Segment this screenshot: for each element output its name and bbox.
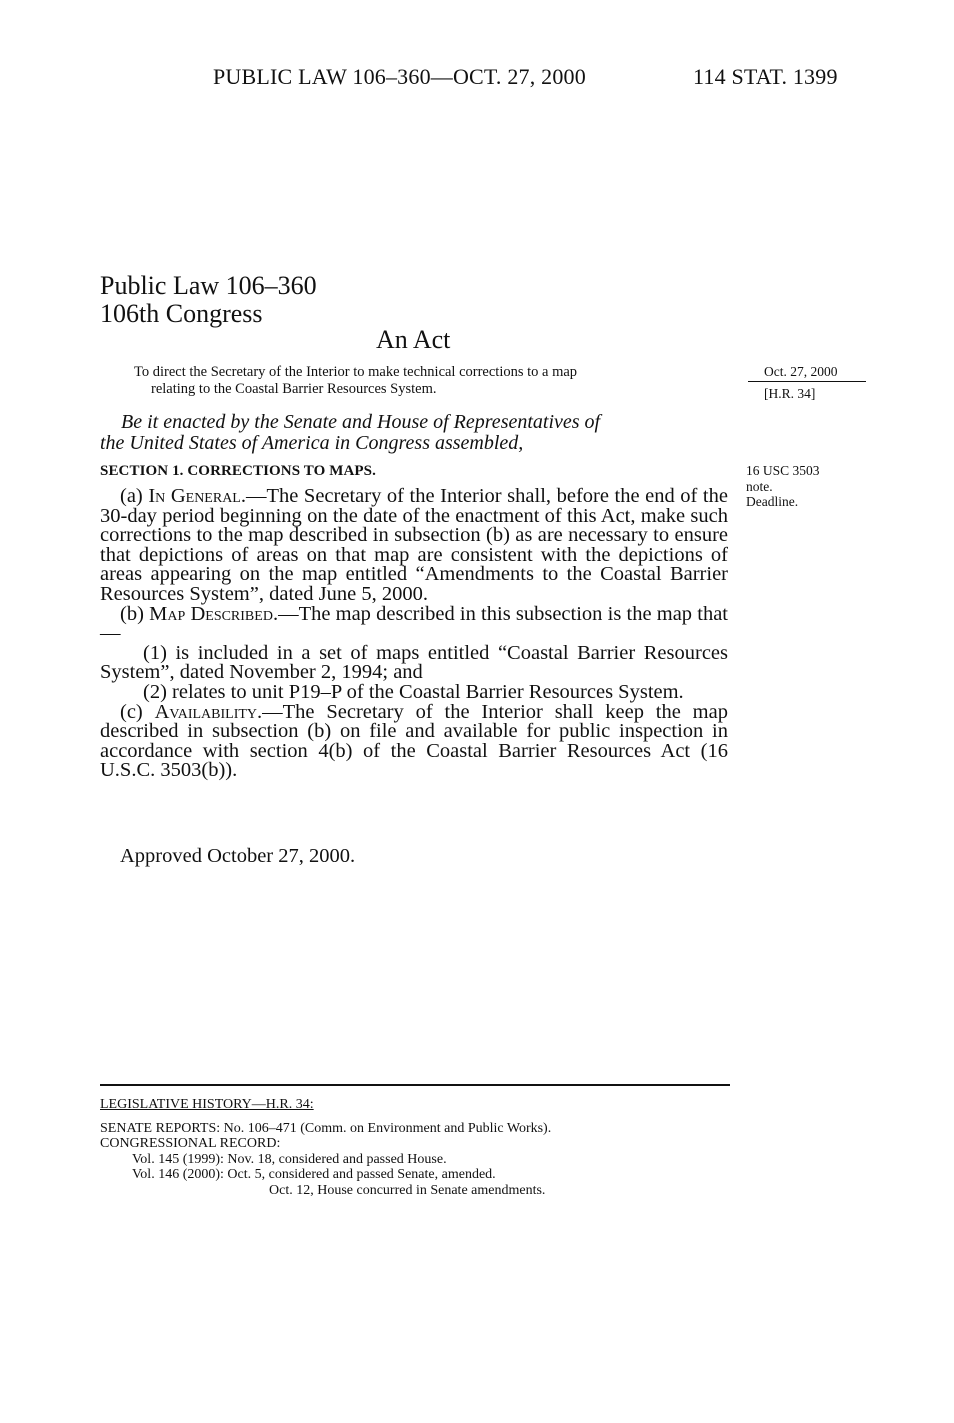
margin-bill-number: [H.R. 34] xyxy=(764,386,816,401)
approval-date: Approved October 27, 2000. xyxy=(120,845,356,867)
congressional-record-heading: CONGRESSIONAL RECORD: xyxy=(100,1136,281,1151)
record-vol-145: Vol. 145 (1999): Nov. 18, considered and passed House. xyxy=(132,1151,447,1167)
subsection-a xyxy=(100,487,728,605)
enacting-clause-line-2: the United States of America in Congress assembled, xyxy=(100,432,524,454)
subsection-a-heading: In General xyxy=(148,485,241,507)
subsection-c xyxy=(100,700,728,782)
subsection-b-text: .—The map described in this subsection is the map that— xyxy=(100,602,729,645)
subsection-b-heading: Map Described xyxy=(149,602,273,625)
subsection-b xyxy=(100,602,729,645)
section-body xyxy=(100,487,728,781)
legislative-history xyxy=(100,1097,551,1198)
subsection-b-label: (b) xyxy=(120,602,150,625)
enacting-clause-line-1: Be it enacted by the Senate and House of Representatives of xyxy=(121,411,601,433)
record-oct-12: Oct. 12, House concurred in Senate amendments. xyxy=(269,1182,546,1198)
subsection-c-label: (c) xyxy=(120,700,155,723)
public-law-number: Public Law 106–360 xyxy=(100,271,317,300)
congress-number: 106th Congress xyxy=(100,299,263,328)
subsection-c-heading: Availability xyxy=(154,700,258,723)
margin-deadline: Deadline. xyxy=(746,494,799,509)
legislative-history-heading: LEGISLATIVE HISTORY—H.R. 34: xyxy=(100,1097,314,1112)
running-header-right: 114 STAT. 1399 xyxy=(693,64,838,89)
paragraph-b1: (1) is included in a set of maps entitled “Coastal Barrier Resources System”, dated November 2, 1994; and xyxy=(100,641,728,684)
running-header-left: PUBLIC LAW 106–360—OCT. 27, 2000 xyxy=(213,64,586,89)
legislative-history-rule xyxy=(100,1084,730,1086)
margin-date: Oct. 27, 2000 xyxy=(764,364,838,379)
purpose-line-2: relating to the Coastal Barrier Resources System. xyxy=(151,381,437,397)
subsection-c-text: .—The Secretary of the Interior shall keep the map described in subsection (b) on file and available for public inspection in accordance with section 4(b) of the Coastal Barrier Resources Act (16 U.S.C. 3503(b)). xyxy=(100,700,728,782)
subsection-a-label: (a) xyxy=(120,485,149,507)
section-heading: SECTION 1. CORRECTIONS TO MAPS. xyxy=(100,463,376,479)
subsection-a-text: .—The Secretary of the Interior shall, before the end of the 30-day period beginning on the date of the enactment of this Act, make such corrections to the map described in subsection (b) as are necessary to ensure that depictions of areas on that map are consistent with the depictions of areas appearing on the map entitled “Amendments to the Coastal Barrier Resources System”, dated June 5, 2000. xyxy=(100,485,728,605)
senate-reports: SENATE REPORTS: No. 106–471 (Comm. on Environment and Public Works). xyxy=(100,1120,552,1136)
paragraph-b2: (2) relates to unit P19–P of the Coastal Barrier Resources System. xyxy=(143,680,684,703)
margin-usc-citation: 16 USC 3503 xyxy=(746,463,820,478)
act-heading: An Act xyxy=(376,325,451,354)
purpose-line-1: To direct the Secretary of the Interior to make technical corrections to a map xyxy=(134,364,578,380)
margin-divider xyxy=(748,381,866,382)
margin-usc-note: note. xyxy=(746,479,773,494)
record-vol-146: Vol. 146 (2000): Oct. 5, considered and passed Senate, amended. xyxy=(132,1167,496,1182)
